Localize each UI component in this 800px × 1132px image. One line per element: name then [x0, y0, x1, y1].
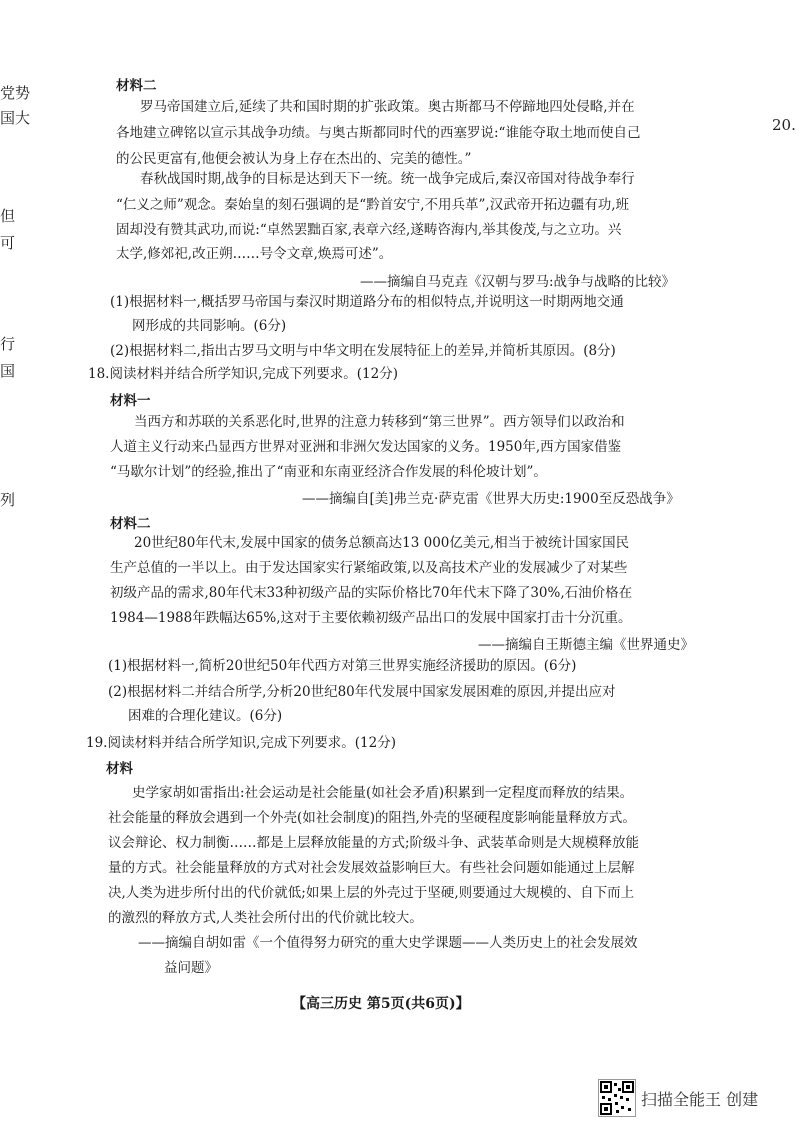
paragraph-line: 1984—1988年跌幅达65%,这对于主要依赖初级产品出口的发展中国家打击十分沉重。 — [110, 610, 632, 626]
paragraph-line: 固却没有赞其武功,而说:“卓然罢黜百家,表章六经,遂畴咨海内,举其俊茂,与之立功。兴 — [116, 222, 622, 238]
question-line: (2)根据材料二并结合所学,分析20世纪80年代发展中国家发展困难的原因,并提出应对 — [108, 684, 616, 700]
margin-fragment: 国 — [0, 362, 16, 380]
paragraph-line: 罗马帝国建立后,延续了共和国时期的扩张政策。奥古斯都马不停蹄地四处侵略,并在 — [140, 99, 635, 115]
margin-fragment: 行 — [0, 335, 16, 353]
margin-fragment: 但 — [0, 207, 16, 225]
question-line: 网形成的共同影响。(6分) — [132, 318, 287, 334]
material-label: 材料二 — [116, 78, 157, 94]
margin-fragment: 国大 — [0, 109, 31, 127]
source-citation: ——摘编自[美]弗兰克·萨克雷《世界大历史:1900至反恐战争》 — [302, 491, 680, 507]
paragraph-line: 初级产品的需求,80年代末33种初级产品的实际价格比70年代末下降了30%,石油价格在 — [110, 585, 633, 601]
source-citation: ——摘编自马克垚《汉朝与罗马:战争与战略的比较》 — [360, 274, 676, 290]
page-footer: 【高三历史 第5页(共6页)】 — [292, 996, 470, 1012]
paragraph-line: 生产总值的一半以上。由于发达国家实行紧缩政策,以及高技术产业的发展减少了对某些 — [110, 560, 628, 576]
margin-fragment-right: 20. — [772, 116, 796, 134]
margin-fragment: 列 — [0, 491, 16, 509]
paragraph-line: 20世纪80年代末,发展中国家的债务总额高达13 000亿美元,相当于被统计国家国民 — [134, 535, 630, 551]
paragraph-line: 决,人类为进步所付出的代价就低;如果上层的外壳过于坚硬,则要通过大规模的、自下而上 — [108, 885, 635, 901]
paragraph-line: “仁义之师”观念。秦始皇的刻石强调的是“黔首安宁,不用兵革”,汉武帝开拓边疆有功,班 — [116, 197, 629, 213]
qr-code-icon — [598, 1079, 636, 1117]
paragraph-line: “马歇尔计划”的经验,推出了“南亚和东南亚经济合作发展的科伦坡计划”。 — [110, 464, 547, 480]
question-heading: 19.阅读材料并结合所学知识,完成下列要求。(12分) — [86, 735, 396, 751]
margin-fragment: 可 — [0, 234, 16, 252]
paragraph-line: 量的方式。社会能量释放的方式对社会发展效益影响巨大。有些社会问题如能通过上层解 — [108, 860, 635, 876]
paragraph-line: 的激烈的释放方式,人类社会所付出的代价就比较大。 — [108, 910, 423, 926]
material-label: 材料一 — [110, 393, 151, 409]
question-line: 困难的合理化建议。(6分) — [128, 708, 283, 724]
paragraph-line: 太学,修郊祀,改正朔……号令文章,焕焉可述”。 — [116, 246, 393, 262]
paragraph-line: 的公民更富有,他便会被认为身上存在杰出的、完美的德性。” — [116, 151, 472, 167]
material-label: 材料 — [106, 761, 133, 777]
question-line: (1)根据材料一,概括罗马帝国与秦汉时期道路分布的相似特点,并说明这一时期两地交通 — [110, 294, 624, 310]
watermark-text: 扫描全能王 创建 — [641, 1090, 759, 1109]
question-line: (2)根据材料二,指出古罗马文明与中华文明在发展特征上的差异,并简析其原因。(8分) — [110, 343, 616, 359]
source-citation: 益问题》 — [164, 960, 218, 976]
paragraph-line: 社会能量的释放会遇到一个外壳(如社会制度)的阻挡,外壳的坚硬程度影响能量释放方式。 — [108, 810, 636, 826]
material-label: 材料二 — [110, 516, 151, 532]
paragraph-line: 史学家胡如雷指出:社会运动是社会能量(如社会矛盾)积累到一定程度而释放的结果。 — [132, 785, 634, 801]
paragraph-line: 各地建立碑铭以宣示其战争功绩。与奥古斯都同时代的西塞罗说:“谁能夺取土地而使自己 — [116, 125, 641, 141]
source-citation: ——摘编自王斯德主编《世界通史》 — [478, 637, 694, 653]
paragraph-line: 议会辩论、权力制衡……都是上层释放能量的方式;阶级斗争、武装革命则是大规模释放能 — [108, 835, 640, 851]
source-citation: ——摘编自胡如雷《一个值得努力研究的重大史学课题——人类历史上的社会发展效 — [138, 935, 638, 951]
question-line: (1)根据材料一,简析20世纪50年代西方对第三世界实施经济援助的原因。(6分) — [108, 658, 577, 674]
margin-fragment: 党势 — [0, 84, 31, 102]
paragraph-line: 人道主义行动来凸显西方世界对亚洲和非洲欠发达国家的义务。1950年,西方国家借鉴 — [110, 439, 622, 455]
question-heading: 18.阅读材料并结合所学知识,完成下列要求。(12分) — [88, 366, 398, 382]
paragraph-line: 当西方和苏联的关系恶化时,世界的注意力转移到“第三世界”。西方领导们以政治和 — [134, 414, 625, 430]
paragraph-line: 春秋战国时期,战争的目标是达到天下一统。统一战争完成后,秦汉帝国对待战争奉行 — [140, 171, 635, 187]
